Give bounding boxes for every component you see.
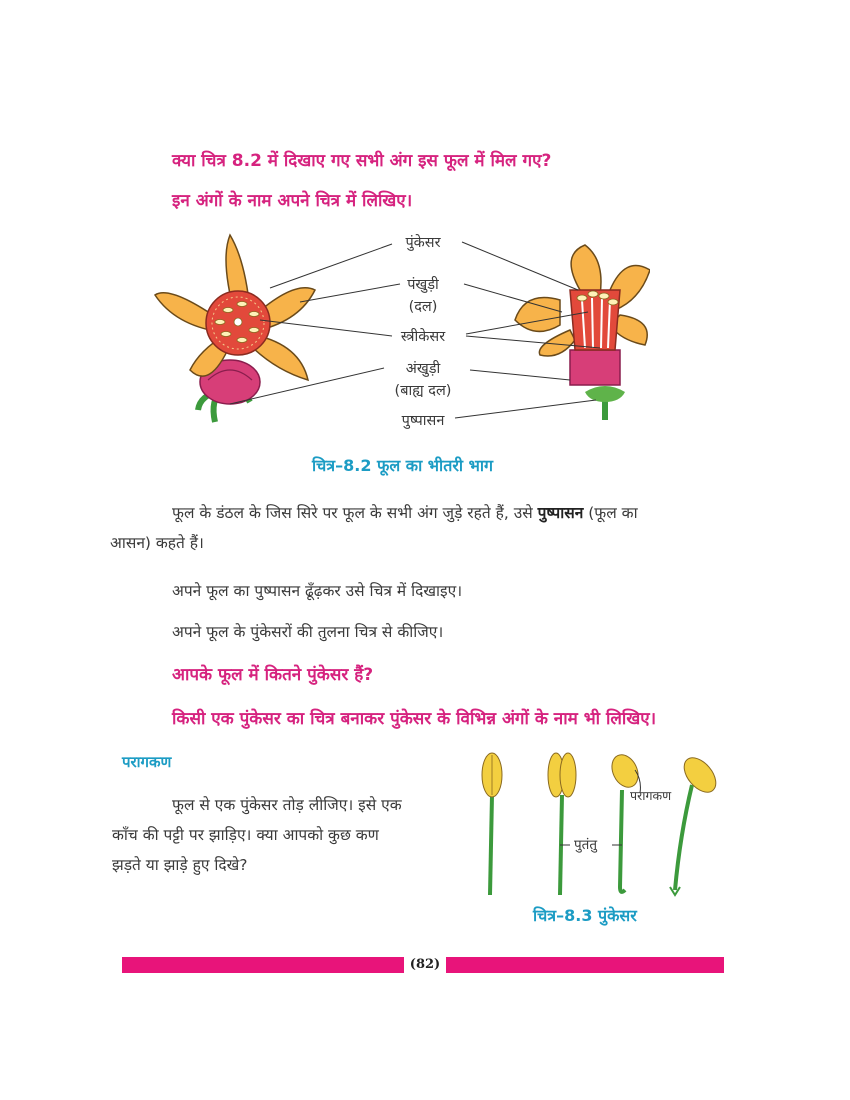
label-receptacle: पुष्पासन	[401, 413, 445, 429]
label-petal-alt: (दल)	[408, 299, 438, 315]
label-sepal: अंखुड़ी	[405, 361, 441, 377]
question-1: क्या चित्र 8.2 में दिखाए गए सभी अंग इस फूल में मिल गए?	[172, 151, 552, 171]
label-pollen-grain: परागकण	[630, 788, 672, 803]
footer-bar-right	[446, 957, 724, 973]
section-line-1: फूल से एक पुंकेसर तोड़ लीजिए। इसे एक	[172, 796, 402, 814]
para1-text-before: फूल के डंठल के जिस सिरे पर फूल के सभी अंग जुड़े रहते हैं, उसे	[172, 504, 538, 522]
question-2: इन अंगों के नाम अपने चित्र में लिखिए।	[172, 191, 413, 211]
paragraph-find-receptacle: अपने फूल का पुष्पासन ढूँढ़कर उसे चित्र में दिखाइए।	[172, 582, 463, 600]
left-flower-illustration	[155, 235, 315, 422]
label-petal: पंखुड़ी	[407, 277, 439, 293]
stamen-3	[607, 751, 643, 892]
right-flower-illustration	[515, 245, 650, 420]
figure-8-3-caption: चित्र–8.3 पुंकेसर	[533, 906, 637, 925]
section-heading-pollen: परागकण	[122, 753, 172, 771]
section-line-2: काँच की पट्टी पर झाड़िए। क्या आपको कुछ कण	[112, 826, 379, 844]
page-number: (82)	[409, 957, 441, 972]
section-line-3: झड़ते या झाड़े हुए दिखे?	[112, 856, 248, 874]
label-pistil: स्त्रीकेसर	[400, 329, 446, 345]
label-stamen: पुंकेसर	[405, 235, 441, 251]
para1-bold-term: पुष्पासन	[537, 504, 584, 522]
footer-bar-left	[122, 957, 404, 973]
paragraph-receptacle	[110, 498, 730, 558]
stamen-4	[670, 752, 722, 895]
stamen-2	[548, 753, 576, 895]
stamen-1	[482, 753, 502, 895]
figure-8-2-caption: चित्र–8.2 फूल का भीतरी भाग	[312, 456, 493, 475]
paragraph-compare-stamens: अपने फूल के पुंकेसरों की तुलना चित्र से कीजिए।	[172, 623, 444, 641]
question-3: आपके फूल में कितने पुंकेसर हैं?	[172, 665, 374, 685]
label-sepal-alt: (बाह्य दल)	[394, 383, 452, 399]
stamen-diagram	[470, 745, 730, 905]
para1-text-after: (फूल का	[583, 504, 638, 522]
para1-line2: आसन) कहते हैं।	[110, 534, 204, 552]
section-pollen-text	[112, 790, 452, 880]
label-filament: पुतंतु	[574, 837, 598, 853]
question-4: किसी एक पुंकेसर का चित्र बनाकर पुंकेसर के विभिन्न अंगों के नाम भी लिखिए।	[172, 709, 657, 729]
